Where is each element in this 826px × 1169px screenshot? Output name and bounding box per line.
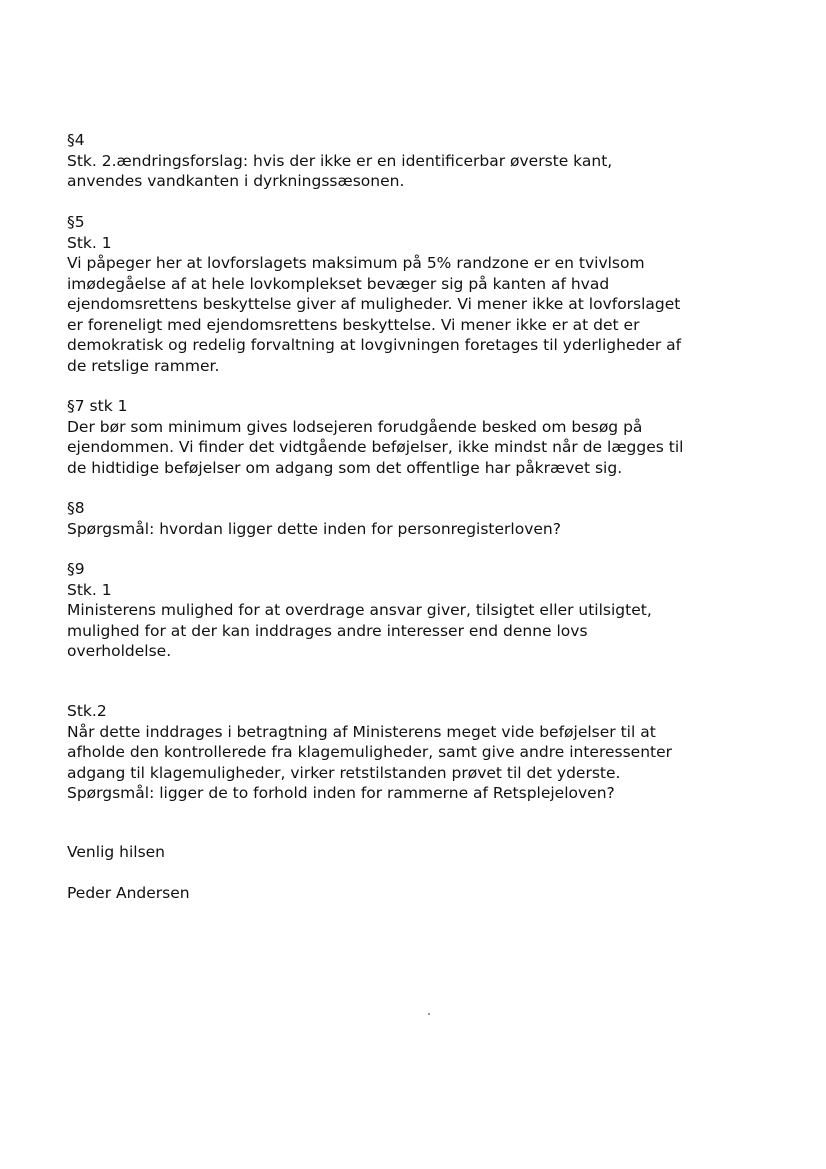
section-4-line-2: anvendes vandkanten i dyrkningssæsonen.	[67, 172, 405, 190]
section-8	[67, 498, 767, 539]
section-9-subheading: Stk. 1	[67, 580, 112, 599]
section-5-heading: §5	[67, 213, 85, 231]
section-9-line-2: mulighed for at der kan inddrages andre interesser end denne lovs	[67, 621, 588, 640]
section-5-line-5: demokratisk og redelig forvaltning at lovgivningen foretages til yderligheder af	[67, 336, 682, 354]
section-9-stk-2-line-1: Når dette inddrages i betragtning af Ministerens meget vide beføjelser til at	[67, 722, 656, 741]
closing-greeting-block	[67, 842, 767, 863]
section-4-heading: §4	[67, 131, 85, 149]
section-5-line-1: Vi påpeger her at lovforslagets maksimum på 5% randzone er en tvivlsom	[67, 254, 645, 272]
section-7	[67, 396, 767, 478]
closing-signature: Peder Andersen	[67, 884, 190, 902]
section-5-subheading: Stk. 1	[67, 233, 112, 252]
section-4-line-1: Stk. 2.ændringsforslag: hvis der ikke er en identificerbar øverste kant,	[67, 151, 613, 170]
section-5	[67, 212, 767, 376]
section-7-heading: §7 stk 1	[67, 397, 128, 415]
section-9-stk-2-line-3: adgang til klagemuligheder, virker retstilstanden prøvet til det yderste.	[67, 763, 621, 782]
section-9-heading: §9	[67, 560, 85, 578]
section-9-stk-2-line-4: Spørgsmål: ligger de to forhold inden for rammerne af Retsplejeloven?	[67, 784, 615, 802]
section-9-stk-2-heading: Stk.2	[67, 702, 107, 720]
section-7-line-1: Der bør som minimum gives lodsejeren forudgående besked om besøg på	[67, 417, 643, 436]
section-4	[67, 130, 767, 192]
stray-dot-mark	[428, 1013, 430, 1015]
section-7-line-3: de hidtidige beføjelser om adgang som det offentlige har påkrævet sig.	[67, 458, 623, 477]
section-8-line-1: Spørgsmål: hvordan ligger dette inden for personregisterloven?	[67, 519, 561, 538]
section-9-line-1: Ministerens mulighed for at overdrage ansvar giver, tilsigtet eller utilsigtet,	[67, 601, 652, 619]
section-9-stk-2-line-2: afholde den kontrollerede fra klagemuligheder, samt give andre interessenter	[67, 743, 673, 761]
section-5-line-4: er foreneligt med ejendomsrettens beskyttelse. Vi mener ikke er at det er	[67, 315, 640, 334]
closing-greeting: Venlig hilsen	[67, 843, 166, 861]
section-5-line-3: ejendomsrettens beskyttelse giver af muligheder. Vi mener ikke at lovforslaget	[67, 295, 681, 313]
section-7-line-2: ejendommen. Vi finder det vidtgående beføjelser, ikke mindst når de lægges til	[67, 438, 684, 456]
section-9	[67, 559, 767, 662]
section-5-line-6: de retslige rammer.	[67, 356, 220, 375]
section-9-stk-2	[67, 701, 767, 804]
section-8-heading: §8	[67, 499, 85, 517]
section-5-line-2: imødegåelse af at hele lovkomplekset bevæger sig på kanten af hvad	[67, 274, 610, 293]
section-9-line-3: overholdelse.	[67, 642, 172, 660]
closing-signature-block	[67, 883, 767, 904]
